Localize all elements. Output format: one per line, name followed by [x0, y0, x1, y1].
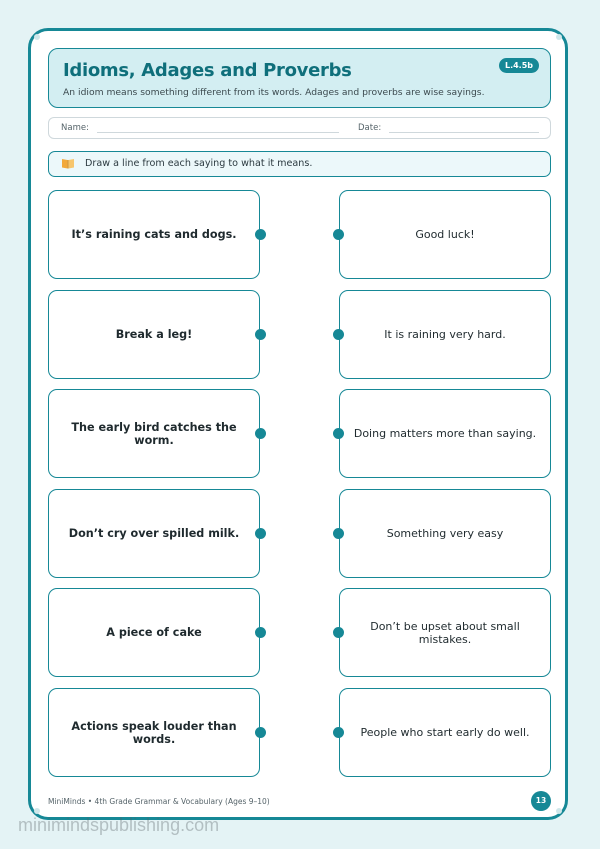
- date-field[interactable]: [389, 132, 539, 133]
- saying-card[interactable]: Don’t cry over spilled milk.: [48, 489, 260, 578]
- saying-card[interactable]: The early bird catches the worm.: [48, 389, 260, 478]
- corner-dot: [556, 808, 562, 814]
- instruction-text: Draw a line from each saying to what it means.: [85, 158, 313, 169]
- name-field[interactable]: [97, 132, 339, 133]
- meaning-card[interactable]: Doing matters more than saying.: [339, 389, 551, 478]
- name-date-bar: [48, 117, 551, 139]
- saying-connector-dot[interactable]: [255, 627, 266, 638]
- meaning-card[interactable]: Something very easy: [339, 489, 551, 578]
- instruction-bar: [48, 151, 551, 177]
- name-label: Name:: [61, 123, 89, 133]
- saying-connector-dot[interactable]: [255, 329, 266, 340]
- meaning-card[interactable]: It is raining very hard.: [339, 290, 551, 379]
- meaning-connector-dot[interactable]: [333, 727, 344, 738]
- saying-connector-dot[interactable]: [255, 229, 266, 240]
- saying-connector-dot[interactable]: [255, 727, 266, 738]
- standard-badge: L.4.5b: [499, 58, 539, 73]
- date-label: Date:: [358, 123, 382, 133]
- corner-dot: [556, 34, 562, 40]
- page-subtitle: An idiom means something different from its words. Adages and proverbs are wise sayings.: [63, 87, 485, 98]
- page-number: 13: [531, 791, 551, 811]
- meaning-connector-dot[interactable]: [333, 229, 344, 240]
- meaning-connector-dot[interactable]: [333, 528, 344, 539]
- saying-connector-dot[interactable]: [255, 428, 266, 439]
- corner-dot: [34, 34, 40, 40]
- saying-card[interactable]: Break a leg!: [48, 290, 260, 379]
- page-title: Idioms, Adages and Proverbs: [63, 60, 352, 81]
- watermark: minimindspublishing.com: [18, 815, 220, 835]
- meaning-card[interactable]: Don’t be upset about small mistakes.: [339, 588, 551, 677]
- saying-card[interactable]: A piece of cake: [48, 588, 260, 677]
- saying-connector-dot[interactable]: [255, 528, 266, 539]
- saying-card[interactable]: It’s raining cats and dogs.: [48, 190, 260, 279]
- meaning-connector-dot[interactable]: [333, 329, 344, 340]
- meaning-connector-dot[interactable]: [333, 627, 344, 638]
- meaning-card[interactable]: Good luck!: [339, 190, 551, 279]
- title-banner: [48, 48, 551, 108]
- book-icon: [61, 158, 75, 169]
- corner-dot: [34, 808, 40, 814]
- saying-card[interactable]: Actions speak louder than words.: [48, 688, 260, 777]
- footer-credit: MiniMinds • 4th Grade Grammar & Vocabulary (Ages 9–10): [48, 797, 270, 806]
- meaning-card[interactable]: People who start early do well.: [339, 688, 551, 777]
- meaning-connector-dot[interactable]: [333, 428, 344, 439]
